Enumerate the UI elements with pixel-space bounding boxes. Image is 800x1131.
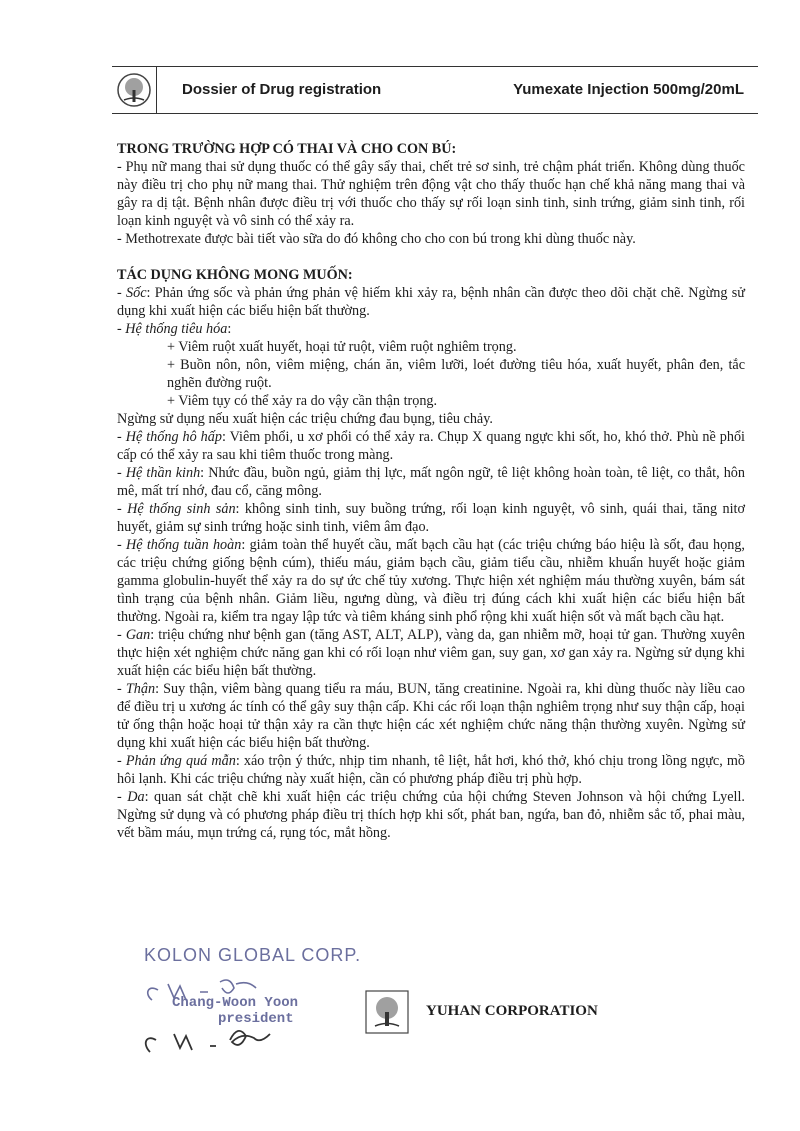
digestive-note: Ngừng sử dụng nếu xuất hiện các triệu chứng đau bụng, tiêu chảy.	[117, 411, 493, 427]
respiratory-paragraph	[117, 428, 745, 464]
handwritten-signature	[140, 960, 370, 1070]
hypersensitivity-text: : xáo trộn ý thức, nhịp tim nhanh, tê liệt, hắt hơi, khó thở, khó chịu trong lồng ngực, mồ hôi lạnh. Khi các triệu chứng này xuất hiện, cần có phương pháp điều trị phù hợp.	[117, 753, 745, 787]
hypersensitivity-paragraph	[117, 752, 745, 788]
header-logo	[112, 67, 157, 113]
repro-label: Hệ thống sinh sản	[127, 501, 236, 517]
tree-emblem-icon	[365, 990, 409, 1034]
digestive-label: Hệ thống tiêu hóa	[125, 321, 228, 337]
digestive-item-1: + Viêm ruột xuất huyết, hoại tử ruột, viêm ruột nghiêm trọng.	[117, 338, 745, 356]
circulation-text: : giảm toàn thể huyết cầu, mất bạch cầu hạt (các triệu chứng báo hiệu là sốt, đau họng, các triệu chứng giống bệnh cúm), thiếu máu, giảm bạch cầu, giảm tiểu cầu, nhiễm khuẩn huyết hoặc giảm gamma globulin-huyết thể xảy ra do sự ức chế tủy xương. Thực hiện xét nghiệm máu thường xuyên, bám sát tình trạng của bệnh nhân. Giảm liều, ngưng dùng, và điều trị đúng cách khi xuất hiện các biểu hiện bất thường. Ngoài ra, kiểm tra ngay lập tức và tiêm kháng sinh phổ rộng khi xuất hiện sốt và mất bạch cầu hạt.	[117, 537, 745, 625]
document-body	[117, 140, 745, 842]
stamp-company: KOLON GLOBAL CORP.	[144, 945, 362, 965]
respiratory-text: : Viêm phổi, u xơ phổi có thể xảy ra. Chụp X quang ngực khi sốt, ho, khó thở. Phù nề phổi cấp có thể xảy ra sau khi tiêm thuốc trong màng.	[117, 429, 745, 463]
document-header	[112, 66, 758, 114]
repro-text: : không sinh tinh, suy buồng trứng, rối loạn kinh nguyệt, vô sinh, quái thai, tăng nitơ huyết, giảm sự sinh trứng hoặc sinh tinh, viêm âm đạo.	[117, 501, 745, 535]
kidney-paragraph	[117, 680, 745, 752]
pregnancy-heading: TRONG TRƯỜNG HỢP CÓ THAI VÀ CHO CON BÚ:	[117, 141, 457, 157]
circulation-label: Hệ thống tuần hoàn	[126, 537, 242, 553]
shock-paragraph	[117, 284, 745, 320]
header-product: Yumexate Injection 500mg/20mL	[513, 81, 744, 98]
liver-text: : triệu chứng như bệnh gan (tăng AST, ALT, ALP), vàng da, gan nhiễm mỡ, hoại tử gan. Thường xuyên thực hiện xét nghiệm chức năng gan khi có rối loạn như viêm gan, suy gan, xơ gan xảy ra. Ngừng sử dụng khi xuất hiện các biểu hiện bất thường.	[117, 627, 745, 679]
stamp-signer: Chang-Woon Yoon	[172, 995, 299, 1011]
digestive-heading: - Hệ thống tiêu hóa:	[117, 320, 745, 338]
pregnancy-paragraph-1: - Phụ nữ mang thai sử dụng thuốc có thể gây sẩy thai, chết trẻ sơ sinh, trẻ chậm phát triển. Không dùng thuốc này điều trị cho phụ nữ mang thai. Thử nghiệm trên động vật cho thấy thuốc hạn chế khả năng mang thai và gây ra dị tật. Bệnh nhân được điều trị với thuốc cho thấy sự rối loạn sinh tinh, sinh trứng, giảm sinh tinh, rối loạn kinh nguyệt và vô sinh có thể xảy ra.	[117, 158, 745, 230]
digestive-item-3: + Viêm tụy có thể xảy ra do vậy cần thận trọng.	[117, 392, 745, 410]
skin-text: : quan sát chặt chẽ khi xuất hiện các triệu chứng của hội chứng Steven Johnson và hội chứng Lyell. Ngừng sử dụng và có phương pháp điều trị thích hợp khi sốt, phát ban, ngứa, ban đỏ, nhiễm sắc tố, phai màu, vết bầm máu, mụn trứng cá, rụng tóc, mắt hồng.	[117, 789, 745, 841]
shock-text: : Phản ứng sốc và phản ứng phản vệ hiếm khi xảy ra, bệnh nhân cần được theo dõi chặt chẽ. Ngừng sử dụng khi xuất hiện các biểu hiện bất thường.	[117, 285, 745, 319]
yuhan-logo	[365, 990, 411, 1034]
shock-label: Sốc	[126, 285, 147, 301]
liver-label: Gan	[125, 627, 151, 643]
neuro-paragraph	[117, 464, 745, 500]
tree-emblem-icon	[116, 72, 152, 108]
skin-label: Da	[127, 789, 145, 805]
liver-paragraph	[117, 626, 745, 680]
kidney-label: Thận	[125, 681, 156, 697]
hypersensitivity-label: Phản ứng quá mẫn	[125, 753, 236, 769]
side-effects-heading: TÁC DỤNG KHÔNG MONG MUỐN:	[117, 267, 353, 283]
repro-paragraph	[117, 500, 745, 536]
neuro-text: : Nhức đầu, buồn ngủ, giảm thị lực, mất ngôn ngữ, tê liệt không hoàn toàn, tê liệt, co thắt, hôn mê, mất trí nhớ, đau cổ, căng mông.	[117, 465, 745, 499]
skin-paragraph	[117, 788, 745, 842]
kidney-text: : Suy thận, viêm bàng quang tiểu ra máu, BUN, tăng creatinine. Ngoài ra, khi dùng thuốc này liều cao để điều trị u xương ác tính có thể gây suy thận cấp. Khi các rối loạn thận nghiêm trọng như suy thận cấp, hoại tử ống thận hoặc hoại tử thận xảy ra cần thực hiện các xét nghiệm chức năng thận thường xuyên. Ngừng sử dụng khi xuất hiện các biểu hiện bất thường.	[117, 681, 745, 751]
manufacturer-name: YUHAN CORPORATION	[426, 1003, 598, 1019]
circulation-paragraph	[117, 536, 745, 626]
header-title: Dossier of Drug registration	[182, 81, 382, 98]
digestive-item-2: + Buồn nôn, nôn, viêm miệng, chán ăn, viêm lưỡi, loét đường tiêu hóa, xuất huyết, phân đen, tắc nghẽn đường ruột.	[117, 356, 745, 392]
neuro-label: Hệ thần kinh	[125, 465, 201, 481]
stamp-title: president	[218, 1011, 294, 1027]
pregnancy-paragraph-2: - Methotrexate được bài tiết vào sữa do đó không cho cho con bú trong khi dùng thuốc này.	[117, 230, 745, 248]
respiratory-label: Hệ thống hô hấp	[125, 429, 222, 445]
